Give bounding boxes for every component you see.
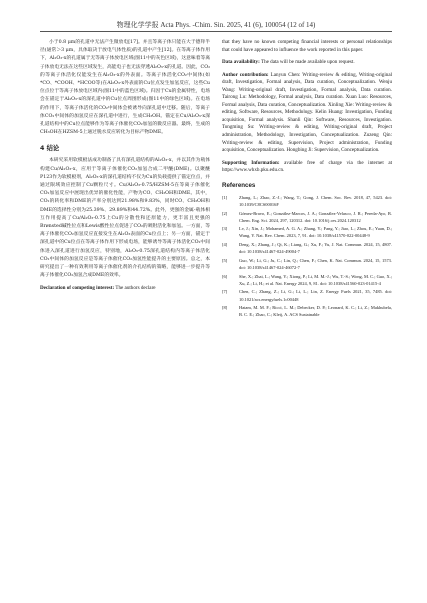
reference-number: [3] bbox=[222, 226, 228, 232]
reference-item bbox=[222, 225, 392, 239]
reference-number: [8] bbox=[222, 305, 228, 311]
reference-number: [1] bbox=[222, 194, 228, 200]
supporting-information-label: Supporting Information: bbox=[222, 159, 280, 166]
reference-item bbox=[222, 257, 392, 271]
reference-item bbox=[222, 288, 392, 302]
supporting-information-text: available free of charge via the internet at https://www.whxb.pku.edu.cn. bbox=[222, 159, 393, 174]
reference-item bbox=[222, 194, 392, 208]
competing-interest-text: The authors declare bbox=[115, 285, 156, 292]
author-contribution-statement bbox=[222, 72, 392, 155]
reference-text: Guo, W.; Li, G.; Ju, C.; Lin, Q.; Chen, F.; Chen, K. Nat. Commun. 2024, 15, 1573. doi: 10.1038/s41467-024-46072-7 bbox=[239, 257, 392, 270]
author-contribution-label: Author contribution: bbox=[222, 71, 269, 78]
right-column bbox=[222, 39, 392, 320]
reference-number: [4] bbox=[222, 242, 228, 248]
reference-number: [2] bbox=[222, 210, 228, 216]
discussion-paragraph: 小于0.8 μm的孔道中无法产生微放电[17]。并且等离子体只能在大于德拜半径(通常＞3 μm，具体取决于放电气体性质)的孔道中产生[12]。在等离子体作用下，Al₂O₃-x的孔道属于无等离子体放电区域(图11中的灰色区域)，这意味着等离子体放电无法在这些区域发生，高能电子也无法穿透Al₂O₃-x的孔道。因此，CO₂的等离子体活化仅能发生在Al₂O₃-x的外表面。等离子体活化CO₂中间体(如*CO、*COOH、*HCOO等)在Al₂O₃-x外表面的Cu位点发生加氢反应，这些Cu位点位于等离子体放电区域内(图11中的蓝色区域)。归因于Cu的金属特性，电场会在锚定于Al₂O₃-x的深孔道中的Cu位点周围形成(图11中的绿色区域)。在电场的作用下，等离子体活化的CO₂中间体会被诱导向深孔道中迁移。随后，等离子体CO₂中间体的加氢反应在深孔道中进行，生成CH₃OH。锚定在Cu/Al₂O₃-x深孔道结构中的Cu位点能够作为等离子体催化CO₂加氢的微反应器。最终，生成的CH₃OH在HZSM-5上通过脱水反应转化为目标产物DME。 bbox=[40, 40, 210, 136]
reference-number: [6] bbox=[222, 273, 228, 279]
competing-interest-continued: that they have no known competing financial interests or personal relationships that could have appeared to influence the work reported in this paper. bbox=[222, 39, 392, 53]
data-availability-text: The data will be made available upon request. bbox=[260, 59, 355, 66]
reference-text: Gómez-Bravo, E.; González-Marcos, J. A.; González-Velasco, J. R.; Pereda-Ayo, B. Chem. Eng. Sci. 2024, 297, 120312. doi: 10.1016/j.ces.2024.120312 bbox=[239, 210, 392, 223]
author-contribution-text: Lanyun Chen: Writing-review & editing, Writing-original draft, Investigation, Formal analysis, Data curation, Conceptualization. Wenju Wang: Writing-original draft, Investigation, Formal analysis, Data curation. Tairong Lu: Methodology, Formal analysis, Data curation. Xuan Luo: Resources, Formal analysis, Data curation, Conceptualization. Xinling Xie: Writing-review & editing, Software, Resources, Methodology. Kelin Huang: Investigation, Funding acquisition, Formal analysis. Shanli Qin: Software, Resources, Investigation. Tongming Su: Writing-review & editing, Writing-original draft, Project administration, Methodology, Investigation, Conceptualization. Zuzeng Qin: Writing-review & editing, Supervision, Project administration, Funding acquisition, Conceptualization. Hongbing Ji: Supervision, Conceptualization. bbox=[222, 71, 392, 154]
reference-text: Zhang, L.; Zhao, Z.-J.; Wang, T.; Gong, J. Chem. Soc. Rev. 2018, 47, 5423. doi: 10.1039/C8CS00016F bbox=[239, 194, 392, 207]
left-column bbox=[40, 39, 210, 293]
conclusion-paragraph: 本研究采用软模板法成功制备了具有深孔道结构的Al₂O₃-x，并以其作为载体构建Cu/Al₂O₃-x，应用于等离子体催化CO₂加氢合成二甲醚(DME)。以聚醚P123作为软模板剂，Al₂O₃-x的深孔道结构不仅为Cu的负载提供了锚定位点，并通过限域效应控制了Cu颗粒尺寸。Cu/Al₂O₃-0.75/HZSM-5在等离子体催化CO₂加氢反应中展现出优异的催化性能，产物为CO、CH₃OH和DME。其中，CO₂的转化率和DME的产率分别达到21.98%和9.83%，同时CO、CH₃OH和DME的选择性分别为25.39%、29.89%和44.72%。此外，更强的金属-载体相互作用提高了Cu/Al₂O₃-0.75上Cu的分散性和还原能力，更丰富且更强的Brønsted碱性位点和Lewis酸性位点促进了CO₂的吸附活化和加氢。一方面，等离子体催化CO₂加氢反应直接发生在Al₂O₃表面的Cu位点上；另一方面，锚定于深孔道中的Cu位点在等离子体作用下形成电场，能够诱导等离子体活化CO₂中间体进入深孔道进行加氢反应，特别地，Al₂O₃-0.75深孔道结构内等离子体活化CO₂中间体的加氢反应是等离子体催化CO₂加氢性能提升的主要原因。总之，本研究提出了一种有效利用等离子体催化剂的介孔结构的策略，能够进一步提升等离子体催化CO₂加氢合成DME的效率。 bbox=[40, 158, 210, 279]
reference-item bbox=[222, 241, 392, 255]
data-availability-statement bbox=[222, 59, 392, 67]
references-title: References bbox=[222, 181, 256, 189]
reference-number: [5] bbox=[222, 257, 228, 263]
competing-interest-label: Declaration of competing interest: bbox=[40, 285, 115, 292]
supporting-information-statement bbox=[222, 160, 392, 175]
running-head: 物理化学学报 Acta Phys. -Chim. Sin. 2025, 41 (6), 100054 (12 of 14) bbox=[116, 21, 316, 29]
competing-interest-statement bbox=[40, 285, 210, 293]
reference-number: [7] bbox=[222, 289, 228, 295]
reference-text: She, X.; Zhai, L.; Wang, Y.; Xiong, P.; Li, M. M.-J.; Wu, T.-S.; Wong, M. C.; Guo, X.; Xu, Z.; Li, H.; et al. Nat. Energy 2024, 9, 81. doi: 10.1038/s41560-023-01415-4 bbox=[239, 273, 392, 286]
reference-text: Lv, J.; Xin, J.; Mohamed, A. G. A.; Zhang, Y.; Fang, Y.; Jiao, L.; Zhou, E.; Yuan, D.; Wang, Y. Nat. Rev. Chem. 2023, 7, 91. doi: 10.1038/s41570-022-00448-9 bbox=[239, 226, 392, 239]
reference-item bbox=[222, 210, 392, 224]
reference-item bbox=[222, 273, 392, 287]
reference-list bbox=[222, 194, 392, 319]
section-title-conclusion: 4 结论 bbox=[40, 145, 60, 153]
reference-text: Deng, X.; Zhang, J.; Qi, K.; Liang, G.; Xu, F.; Yu, J. Nat. Commun. 2024, 15, 4807. doi: 10.1038/s41467-024-49004-7 bbox=[239, 242, 392, 255]
header-rule bbox=[40, 31, 392, 32]
data-availability-label: Data availability: bbox=[222, 59, 260, 66]
reference-item bbox=[222, 304, 392, 318]
reference-text: Chen, C.; Zhang, Z.; Li, G.; Li, L.; Lin, Z. Energy Fuels 2021, 35, 7485. doi: 10.1021/acs.energyfuels.1c00448 bbox=[239, 289, 392, 302]
reference-text: Hatam, M. M. F.; Ricci, L. M.; Debecker, D. P.; Leonard, K. C.; Li, Z.; Makhubela, B. C. E.; Zhao, C.; Kleij, A. ACS Sustainable bbox=[239, 305, 392, 318]
